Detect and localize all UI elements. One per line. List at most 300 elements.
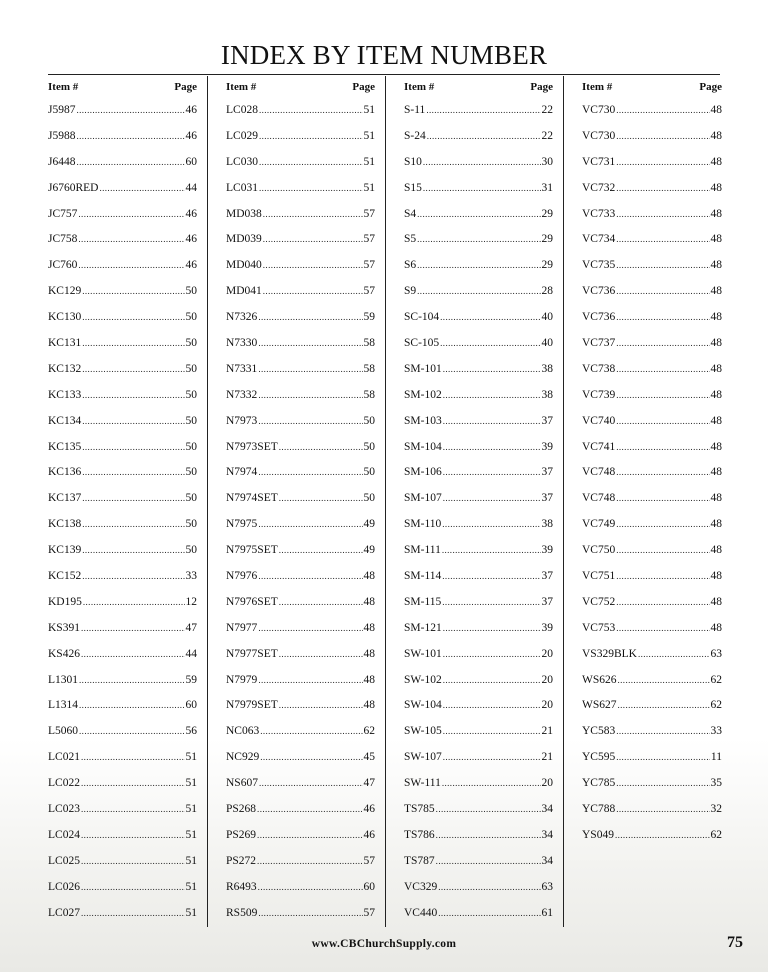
index-entry (404, 460, 553, 486)
page-ref: 30 (541, 155, 553, 168)
page-ref: 63 (710, 647, 722, 660)
dot-leader (616, 460, 709, 486)
item-number: NS607 (226, 777, 258, 790)
dot-leader (443, 357, 541, 383)
dot-leader (258, 383, 362, 409)
dot-leader (279, 538, 363, 564)
index-entry (582, 150, 722, 176)
page-ref: 33 (710, 725, 722, 738)
page-ref: 62 (710, 673, 722, 686)
page-ref: 22 (541, 129, 553, 142)
index-entry (404, 383, 553, 409)
dot-leader (81, 771, 185, 797)
page-ref: 20 (541, 699, 553, 712)
item-number: MD040 (226, 259, 262, 272)
index-entry (226, 176, 375, 202)
page-ref: 46 (363, 828, 375, 841)
page-ref: 50 (185, 285, 197, 298)
dot-leader (443, 693, 541, 719)
page-ref: 50 (363, 466, 375, 479)
dot-leader (81, 642, 185, 668)
dot-leader (279, 590, 363, 616)
dot-leader (82, 357, 184, 383)
item-number: N7973SET (226, 440, 278, 453)
dot-leader (615, 823, 710, 849)
page-header-label: Page (530, 81, 553, 93)
page-ref: 51 (185, 828, 197, 841)
index-entry (582, 564, 722, 590)
page-ref: 63 (541, 880, 553, 893)
dot-leader (82, 460, 184, 486)
page-ref: 37 (541, 466, 553, 479)
index-entry (48, 460, 197, 486)
dot-leader (442, 538, 541, 564)
item-number: SM-103 (404, 414, 442, 427)
dot-leader (618, 668, 710, 694)
page-ref: 34 (541, 828, 553, 841)
item-number: VC731 (582, 155, 616, 168)
item-number: YC788 (582, 803, 616, 816)
page-ref: 51 (185, 751, 197, 764)
index-entry (226, 719, 375, 745)
dot-leader (442, 564, 540, 590)
page-ref: 39 (541, 440, 553, 453)
dot-leader (616, 538, 709, 564)
page-title: INDEX BY ITEM NUMBER (220, 40, 548, 70)
dot-leader (443, 383, 541, 409)
item-number: VC753 (582, 621, 616, 634)
dot-leader (616, 616, 709, 642)
item-number: VC739 (582, 388, 616, 401)
item-header-label: Item # (48, 81, 79, 93)
index-entry (582, 357, 722, 383)
page-ref: 46 (185, 233, 197, 246)
page-ref: 57 (363, 906, 375, 919)
index-entry (226, 460, 375, 486)
item-number: VS329BLK (582, 647, 637, 660)
index-entry (226, 331, 375, 357)
dot-leader (78, 227, 184, 253)
index-entry (582, 279, 722, 305)
page-number: 75 (727, 934, 743, 951)
index-entry (226, 357, 375, 383)
item-number: J5988 (48, 129, 76, 142)
index-entry (404, 357, 553, 383)
dot-leader (616, 202, 709, 228)
title-rule (48, 74, 720, 75)
index-entry (226, 383, 375, 409)
index-entry (226, 150, 375, 176)
dot-leader (438, 901, 540, 927)
index-entry (48, 512, 197, 538)
dot-leader (443, 460, 541, 486)
dot-leader (616, 357, 709, 383)
page-ref: 22 (541, 104, 553, 116)
index-entry (48, 409, 197, 435)
dot-leader (259, 124, 363, 150)
page-ref: 50 (363, 492, 375, 505)
dot-leader (258, 512, 362, 538)
page-ref: 62 (710, 828, 722, 841)
dot-leader (440, 331, 540, 357)
dot-leader (82, 486, 184, 512)
item-number: S15 (404, 181, 422, 194)
item-number: SM-106 (404, 466, 442, 479)
page-ref: 47 (185, 621, 197, 634)
page-ref: 48 (710, 440, 722, 453)
page-ref: 48 (710, 492, 722, 505)
dot-leader (82, 383, 184, 409)
page-ref: 50 (185, 414, 197, 427)
item-number: TS787 (404, 854, 435, 867)
dot-leader (258, 875, 363, 901)
page-ref: 46 (363, 803, 375, 816)
index-entry (48, 124, 197, 150)
index-entry (48, 331, 197, 357)
item-number: KD195 (48, 595, 82, 608)
page-ref: 57 (363, 207, 375, 220)
index-entry (48, 305, 197, 331)
index-entry (404, 823, 553, 849)
page-ref: 48 (363, 595, 375, 608)
item-number: SW-105 (404, 725, 442, 738)
item-number: MD038 (226, 207, 262, 220)
dot-leader (616, 409, 709, 435)
page-ref: 58 (363, 362, 375, 375)
index-column-1 (48, 76, 208, 927)
item-number: N7975 (226, 518, 258, 531)
dot-leader (76, 150, 184, 176)
dot-leader (260, 719, 362, 745)
index-entry (404, 745, 553, 771)
item-number: NC929 (226, 751, 260, 764)
page-ref: 51 (185, 854, 197, 867)
index-entry (48, 719, 197, 745)
index-entry (226, 797, 375, 823)
item-number: SW-102 (404, 673, 442, 686)
page-ref: 48 (710, 311, 722, 324)
page-ref: 29 (541, 207, 553, 220)
dot-leader (443, 616, 541, 642)
item-number: YS049 (582, 828, 614, 841)
dot-leader (82, 564, 184, 590)
item-number: LC022 (48, 777, 80, 790)
dot-leader (279, 486, 363, 512)
dot-leader (83, 590, 185, 616)
index-entry (404, 253, 553, 279)
index-entry (48, 253, 197, 279)
page-ref: 39 (541, 544, 553, 557)
item-number: N7979SET (226, 699, 278, 712)
item-number: SC-105 (404, 337, 440, 350)
item-number: KC136 (48, 466, 82, 479)
page-ref: 20 (541, 647, 553, 660)
index-entry (404, 305, 553, 331)
page-ref: 39 (541, 621, 553, 634)
item-number: S6 (404, 259, 417, 272)
page-ref: 48 (710, 518, 722, 531)
index-entry (226, 693, 375, 719)
item-number: WS626 (582, 673, 617, 686)
dot-leader (423, 150, 541, 176)
dot-leader (616, 98, 709, 124)
dot-leader (260, 745, 362, 771)
index-entry (226, 279, 375, 305)
item-number: LC027 (48, 906, 80, 919)
dot-leader (259, 771, 363, 797)
dot-leader (417, 279, 540, 305)
index-entry (404, 279, 553, 305)
item-number: KC131 (48, 337, 82, 350)
item-number: SW-101 (404, 647, 442, 660)
index-entry (404, 435, 553, 461)
index-entry (582, 590, 722, 616)
page-ref: 60 (185, 155, 197, 168)
page-ref: 57 (363, 233, 375, 246)
index-entry (48, 745, 197, 771)
item-number: WS627 (582, 699, 617, 712)
dot-leader (99, 176, 184, 202)
item-number: VC730 (582, 104, 616, 116)
item-number: R6493 (226, 880, 257, 893)
page-ref: 48 (710, 337, 722, 350)
index-entry (404, 564, 553, 590)
page-ref: 28 (541, 285, 553, 298)
item-number: SM-101 (404, 362, 442, 375)
item-number: KC132 (48, 362, 82, 375)
item-number: SM-102 (404, 388, 442, 401)
dot-leader (436, 797, 541, 823)
item-number: S9 (404, 285, 417, 298)
item-number: SM-111 (404, 544, 441, 557)
page-ref: 51 (185, 906, 197, 919)
dot-leader (258, 564, 362, 590)
page-ref: 37 (541, 570, 553, 583)
item-number: VC750 (582, 544, 616, 557)
dot-leader (81, 616, 185, 642)
item-number: N7331 (226, 362, 258, 375)
dot-leader (279, 642, 363, 668)
dot-leader (259, 176, 363, 202)
page-ref: 50 (185, 492, 197, 505)
item-number: VC748 (582, 492, 616, 505)
item-number: KC137 (48, 492, 82, 505)
dot-leader (258, 331, 362, 357)
index-entry (582, 409, 722, 435)
dot-leader (259, 150, 363, 176)
item-number: VC735 (582, 259, 616, 272)
index-entry (226, 512, 375, 538)
item-number: L5060 (48, 725, 79, 738)
item-number: VC733 (582, 207, 616, 220)
page-ref: 37 (541, 595, 553, 608)
index-entry (404, 693, 553, 719)
index-entry (48, 150, 197, 176)
dot-leader (440, 305, 540, 331)
index-entry (404, 668, 553, 694)
page-ref: 57 (363, 259, 375, 272)
page-ref: 50 (363, 414, 375, 427)
index-entry (226, 305, 375, 331)
page-ref: 48 (710, 104, 722, 116)
index-entry (226, 124, 375, 150)
index-entry (48, 564, 197, 590)
item-number: SM-115 (404, 595, 442, 608)
index-entry (404, 616, 553, 642)
item-number: KC139 (48, 544, 82, 557)
page-ref: 48 (710, 621, 722, 634)
item-number: JC758 (48, 233, 78, 246)
index-entry (582, 331, 722, 357)
page-ref: 59 (363, 311, 375, 324)
page-ref: 51 (363, 129, 375, 142)
index-entry (582, 227, 722, 253)
index-entry (582, 668, 722, 694)
item-number: TS786 (404, 828, 435, 841)
item-number: N7330 (226, 337, 258, 350)
index-entry (404, 512, 553, 538)
item-number: PS269 (226, 828, 257, 841)
page-ref: 49 (363, 544, 375, 557)
page-ref: 38 (541, 388, 553, 401)
dot-leader (443, 409, 541, 435)
page-ref: 48 (710, 388, 722, 401)
page-ref: 51 (185, 803, 197, 816)
index-entry (226, 227, 375, 253)
page-ref: 51 (363, 155, 375, 168)
index-entry (48, 875, 197, 901)
page-ref: 20 (541, 777, 553, 790)
item-number: N7976SET (226, 595, 278, 608)
item-number: SW-111 (404, 777, 441, 790)
dot-leader (423, 176, 541, 202)
item-number: N7974 (226, 466, 258, 479)
index-entry (48, 227, 197, 253)
page-ref: 51 (185, 777, 197, 790)
page-ref: 49 (363, 518, 375, 531)
index-entry (226, 590, 375, 616)
index-entry (226, 875, 375, 901)
page-ref: 50 (185, 544, 197, 557)
item-number: LC026 (48, 880, 80, 893)
item-number: LC030 (226, 155, 258, 168)
page-ref: 45 (363, 751, 375, 764)
index-entry (226, 486, 375, 512)
dot-leader (616, 176, 709, 202)
index-column-2 (226, 76, 386, 927)
index-entry (404, 590, 553, 616)
page-ref: 31 (541, 181, 553, 194)
index-entry (404, 331, 553, 357)
index-entry (582, 745, 722, 771)
page-ref: 34 (541, 803, 553, 816)
dot-leader (616, 150, 709, 176)
dot-leader (263, 202, 363, 228)
item-number: SM-110 (404, 518, 442, 531)
item-number: KS426 (48, 647, 80, 660)
page-ref: 59 (185, 673, 197, 686)
dot-leader (616, 435, 709, 461)
dot-leader (616, 486, 709, 512)
page-header-label: Page (174, 81, 197, 93)
page-ref: 48 (710, 414, 722, 427)
item-number: N7975SET (226, 544, 278, 557)
item-number: VC440 (404, 906, 438, 919)
index-entry (582, 797, 722, 823)
item-number: KC138 (48, 518, 82, 531)
index-entry (226, 823, 375, 849)
index-entry (48, 279, 197, 305)
item-number: S10 (404, 155, 422, 168)
page-ref: 20 (541, 673, 553, 686)
page-ref: 46 (185, 207, 197, 220)
index-entry (582, 719, 722, 745)
page-ref: 62 (363, 725, 375, 738)
item-number: LC029 (226, 129, 258, 142)
page-ref: 48 (363, 621, 375, 634)
index-entry (404, 202, 553, 228)
index-entry (582, 512, 722, 538)
item-number: VC740 (582, 414, 616, 427)
index-entry (404, 771, 553, 797)
index-entry (582, 823, 722, 849)
index-entry (582, 460, 722, 486)
page-ref: 57 (363, 854, 375, 867)
item-number: VC732 (582, 181, 616, 194)
dot-leader (258, 616, 362, 642)
page-ref: 50 (185, 388, 197, 401)
column-header (48, 76, 197, 98)
column-header (582, 76, 722, 98)
index-entry (404, 150, 553, 176)
page-header-label: Page (699, 81, 722, 93)
dot-leader (263, 253, 363, 279)
page-ref: 58 (363, 337, 375, 350)
dot-leader (443, 486, 541, 512)
dot-leader (616, 512, 709, 538)
page-ref: 44 (185, 181, 197, 194)
dot-leader (436, 849, 541, 875)
index-entry (48, 901, 197, 927)
page-ref: 51 (363, 181, 375, 194)
index-entry (48, 176, 197, 202)
item-number: VC736 (582, 285, 616, 298)
item-number: VC749 (582, 518, 616, 531)
dot-leader (436, 823, 541, 849)
item-number: PS272 (226, 854, 257, 867)
page-ref: 11 (710, 751, 722, 764)
index-entry (582, 538, 722, 564)
index-entry (404, 797, 553, 823)
dot-leader (443, 642, 541, 668)
item-number: J6760RED (48, 181, 99, 194)
item-number: SC-104 (404, 311, 440, 324)
index-entry (582, 98, 722, 124)
index-entry (226, 745, 375, 771)
item-number: SM-104 (404, 440, 442, 453)
dot-leader (259, 98, 363, 124)
index-entry (48, 797, 197, 823)
index-entry (48, 616, 197, 642)
page-ref: 50 (185, 466, 197, 479)
item-number: N7976 (226, 570, 258, 583)
dot-leader (79, 693, 184, 719)
item-number: YC785 (582, 777, 616, 790)
dot-leader (638, 642, 710, 668)
page-ref: 48 (710, 207, 722, 220)
item-number: N7326 (226, 311, 258, 324)
index-entry (48, 383, 197, 409)
